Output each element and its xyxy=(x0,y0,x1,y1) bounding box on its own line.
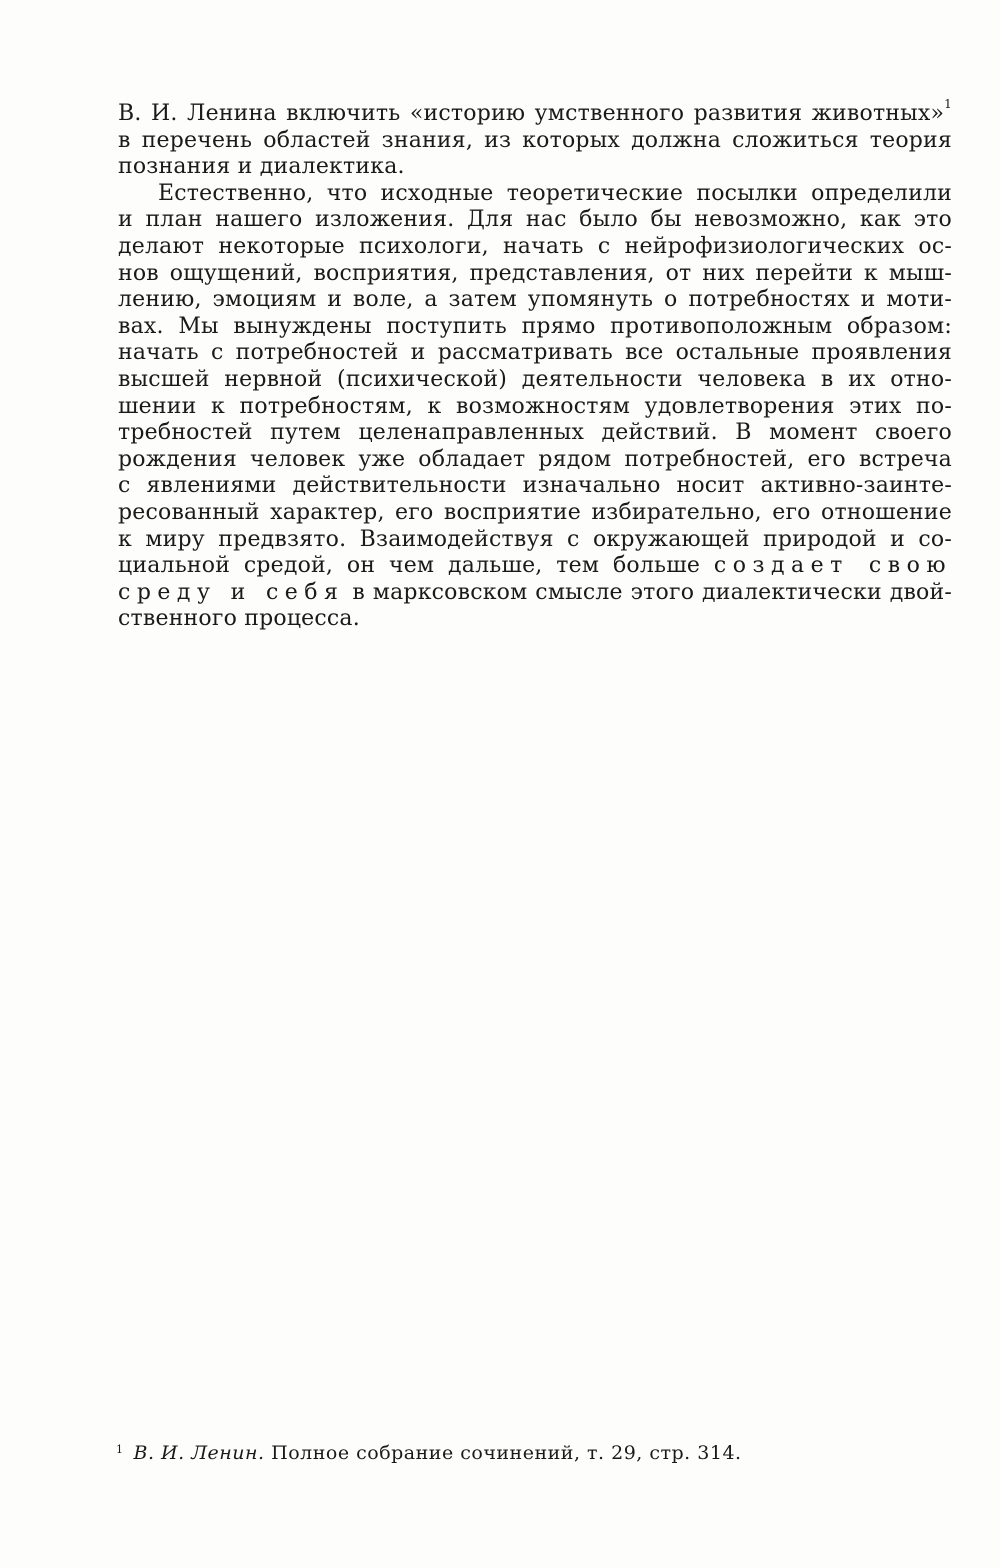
footnote-text: Полное собрание сочинений, т. 29, стр. 314. xyxy=(271,1442,742,1464)
text-line: требностей путем целенаправленных действий. В момент своего xyxy=(118,420,952,446)
footnote xyxy=(116,1440,816,1469)
main-text xyxy=(118,96,952,633)
text-line: начать с потребностей и рассматривать все остальные проявления xyxy=(118,340,952,366)
text-line: циальной средой, он чем дальше, тем больше создает свою xyxy=(118,553,952,579)
text-line: нов ощущений, восприятия, представления, от них перейти к мыш- xyxy=(118,260,952,286)
text-line: ресованный характер, его восприятие избирательно, его отношение xyxy=(118,499,952,525)
text-line: шении к потребностям, к возможностям удовлетворения этих по- xyxy=(118,393,952,419)
emphasized-text: создает свою xyxy=(713,553,952,579)
footnote-mark: 1 xyxy=(116,1443,124,1456)
text-line: в перечень областей знания, из которых должна сложиться теория xyxy=(118,127,952,153)
footnote-author: В. И. Ленин. xyxy=(133,1442,265,1464)
text-line: ственного процесса. xyxy=(118,606,360,632)
text-line: среду и себя в марксовском смысле этого диалектически двой- xyxy=(118,579,952,605)
text-line: с явлениями действительности изначально носит активно-заинте- xyxy=(118,473,952,499)
emphasized-text: среду и себя xyxy=(118,579,345,605)
text-line: вах. Мы вынуждены поступить прямо противоположным образом: xyxy=(118,313,952,339)
footnote-reference[interactable]: 1 xyxy=(944,96,952,111)
text-line: и план нашего изложения. Для нас было бы невозможно, как это xyxy=(118,207,952,233)
text-line: лению, эмоциям и воле, а затем упомянуть о потребностях и моти- xyxy=(118,287,952,313)
text-line: рождения человек уже обладает рядом потребностей, его встреча xyxy=(118,446,952,472)
text-line: Естественно, что исходные теоретические посылки определили xyxy=(158,180,952,206)
text-line: делают некоторые психологи, начать с нейрофизиологических ос- xyxy=(118,233,952,259)
text-line: к миру предвзято. Взаимодействуя с окружающей природой и со- xyxy=(118,526,952,552)
text-line: В. И. Ленина включить «историю умственного развития животных»$^1$ xyxy=(118,96,952,126)
text-line: познания и диалектика. xyxy=(118,154,405,180)
text-line: высшей нервной (психической) деятельности человека в их отно- xyxy=(118,366,952,392)
